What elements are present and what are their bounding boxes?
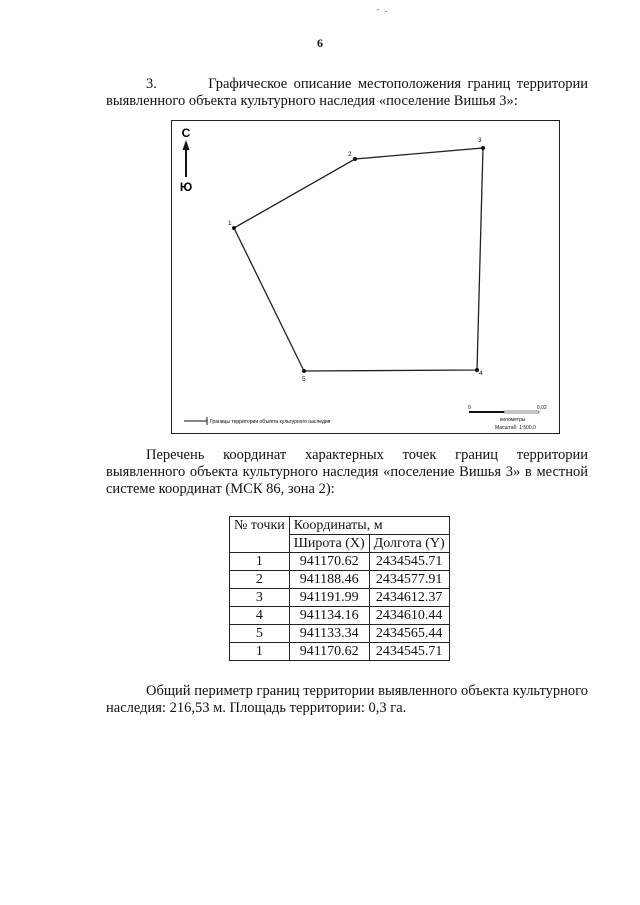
map-canvas xyxy=(172,121,561,435)
cell-y: 2434545.71 xyxy=(369,553,449,571)
boundary-point-1 xyxy=(232,226,236,230)
cell-y: 2434577.91 xyxy=(369,571,449,589)
cell-x: 941170.62 xyxy=(289,643,369,661)
point-label-2: 2 xyxy=(348,151,352,158)
north-arrow xyxy=(180,126,192,194)
boundary-point-2 xyxy=(353,157,357,161)
table-row xyxy=(230,589,450,607)
cell-point: 5 xyxy=(230,625,290,643)
boundary-point-5 xyxy=(302,369,306,373)
scale-bar xyxy=(468,405,547,431)
boundary-point-3 xyxy=(481,146,485,150)
cell-point: 3 xyxy=(230,589,290,607)
table-row xyxy=(230,607,450,625)
point-label-1: 1 xyxy=(228,220,232,227)
summary-text: Общий периметр границ территории выявленного объекта культурного наследия: 216,53 м. Площадь территории: 0,3 га. xyxy=(106,683,588,716)
south-label: Ю xyxy=(179,180,193,194)
table-header-row xyxy=(230,517,450,535)
cell-point: 2 xyxy=(230,571,290,589)
table-row xyxy=(230,553,450,571)
cell-y: 2434545.71 xyxy=(369,643,449,661)
scale-ratio: Масштаб: 1:500,0 xyxy=(495,425,536,431)
point-label-5: 5 xyxy=(302,376,306,383)
scale-start: 0 xyxy=(468,405,471,411)
coordinates-table xyxy=(229,516,450,661)
cell-x: 941191.99 xyxy=(289,589,369,607)
cell-y: 2434612.37 xyxy=(369,589,449,607)
scan-speck xyxy=(385,11,387,12)
north-label: С xyxy=(181,126,191,140)
table-row xyxy=(230,571,450,589)
point-label-3: 3 xyxy=(478,137,482,144)
header-lat: Широта (X) xyxy=(289,535,369,553)
header-coords: Координаты, м xyxy=(289,517,449,535)
page-number: 6 xyxy=(317,36,323,50)
legend-label: Границы территории объекта культурного наследия xyxy=(210,419,331,425)
point-label-4: 4 xyxy=(479,370,483,377)
cell-x: 941188.46 xyxy=(289,571,369,589)
cell-x: 941134.16 xyxy=(289,607,369,625)
table-row xyxy=(230,643,450,661)
cell-x: 941170.62 xyxy=(289,553,369,571)
cell-point: 1 xyxy=(230,643,290,661)
cell-y: 2434610.44 xyxy=(369,607,449,625)
table-row xyxy=(230,625,450,643)
coordinates-intro: Перечень координат характерных точек границ территории выявленного объекта культурного наследия «поселение Вишья 3» в местной системе координат (МСК 86, зона 2): xyxy=(106,447,588,497)
cell-y: 2434565.44 xyxy=(369,625,449,643)
header-lon: Долгота (Y) xyxy=(369,535,449,553)
scan-speck xyxy=(377,9,379,10)
scale-end: 0,02 xyxy=(537,405,547,411)
section-heading: 3. Графическое описание местоположения границ территории выявленного объекта культурного наследия «поселение Вишья 3»: xyxy=(106,76,592,109)
scale-unit: километры xyxy=(500,417,526,423)
boundary-map xyxy=(171,120,560,434)
territory-boundary xyxy=(234,148,483,371)
header-point: № точки xyxy=(230,517,290,553)
map-legend xyxy=(184,417,331,425)
cell-point: 1 xyxy=(230,553,290,571)
cell-point: 4 xyxy=(230,607,290,625)
cell-x: 941133.34 xyxy=(289,625,369,643)
